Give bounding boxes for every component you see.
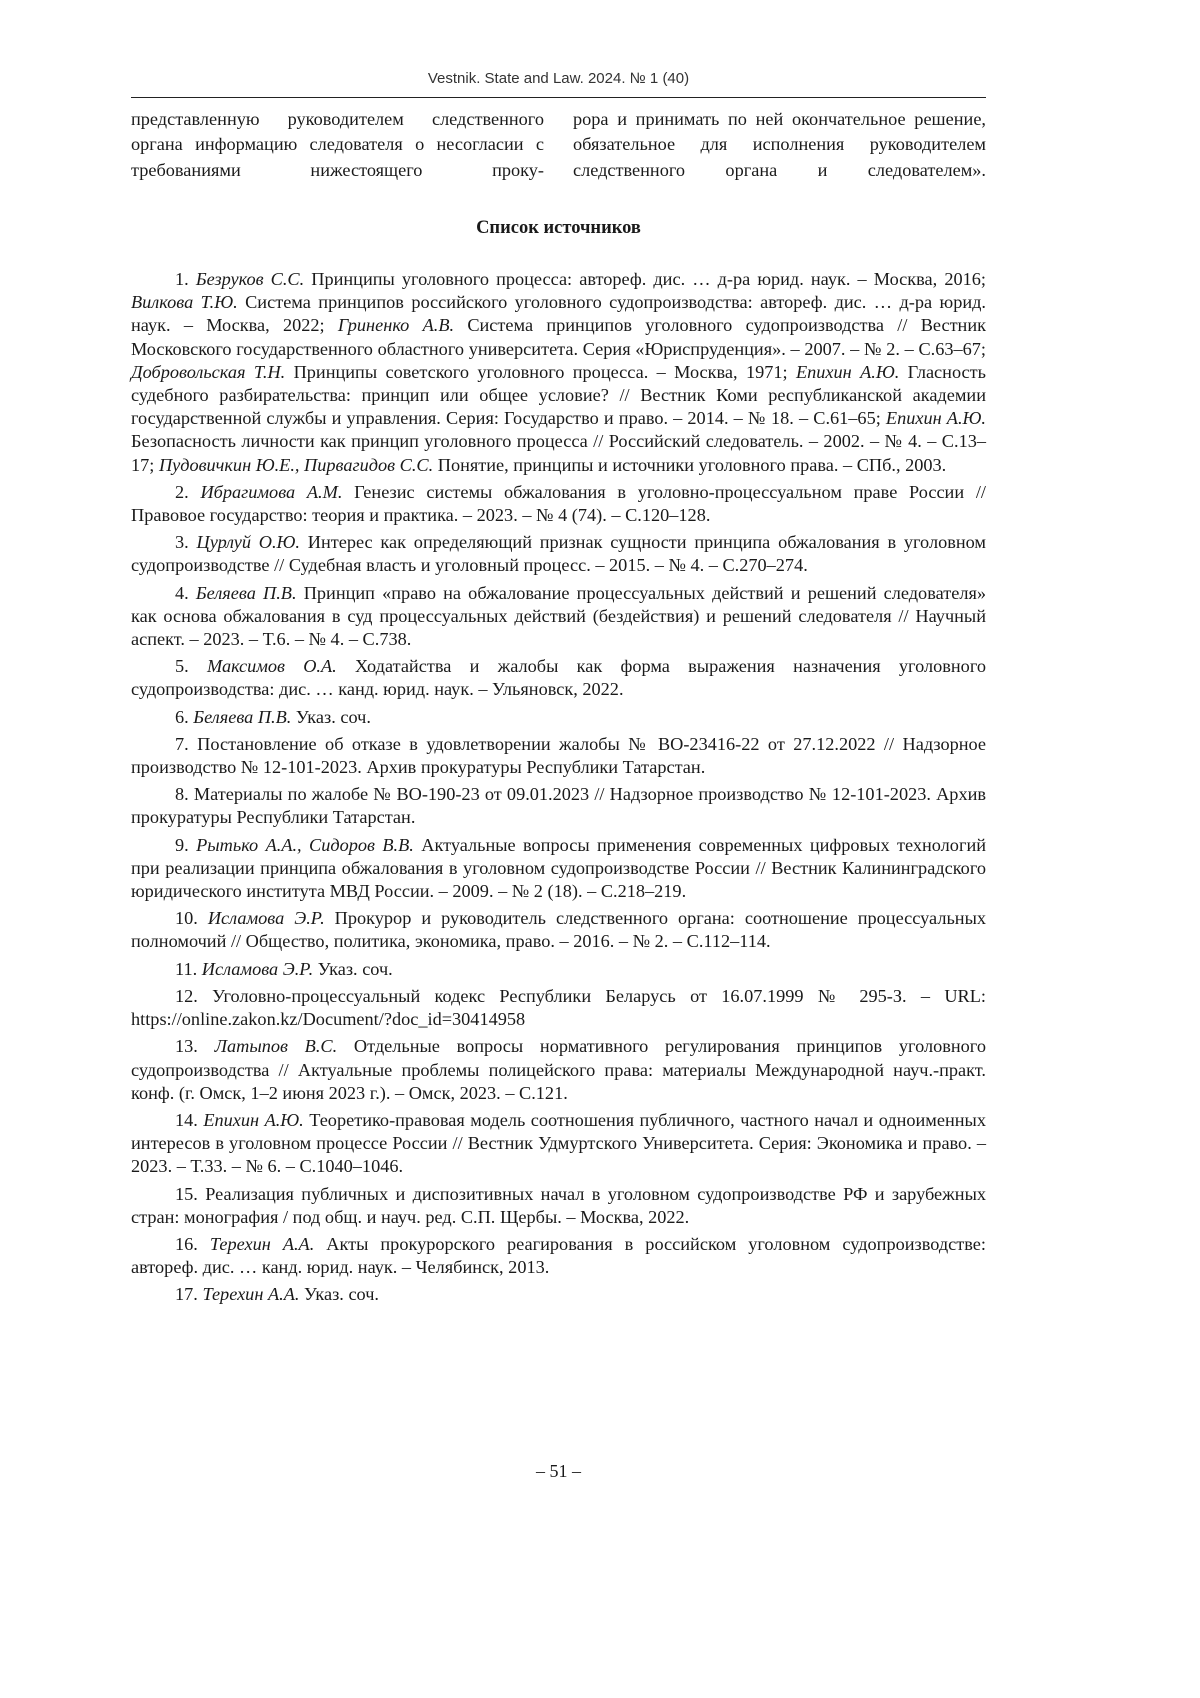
reference-text: Понятие, принципы и источники уголовного права. – СПб., 2003. [433,454,947,475]
reference-text: Указ. соч. [313,958,393,979]
reference-text: Материалы по жалобе № ВО-190-23 от 09.01.2023 // Надзорное производство № 12-101-2023. Архив прокуратуры Республики Татарстан. [131,784,986,828]
reference-text: Безопасность личности как принцип уголовного процесса // Российский следователь. – 2002. – № 4. – С.13–17; [131,431,986,475]
reference-number: 2. [175,481,189,502]
reference-number: 6. [175,706,189,727]
continuation-columns [131,107,986,183]
reference-text: Интерес как определяющий признак сущности принципа обжалования в уголовном судопроизводстве // Судебная власть и уголовный процесс. – 2015. – № 4. – С.270–274. [131,532,986,576]
reference-item [131,268,986,477]
reference-author: Гриненко А.В. [337,315,455,336]
reference-text: Прокурор и руководитель следственного органа: соотношение процессуальных полномочий // Общество, политика, экономика, право. – 2016. – № 2. – С.112–114. [131,908,986,952]
reference-author: Терехин А.А. [202,1284,300,1305]
reference-author: Исламова Э.Р. [207,908,325,929]
reference-item [131,985,986,1031]
reference-number: 11. [175,958,198,979]
reference-item [131,706,986,729]
reference-number: 3. [175,532,189,553]
reference-text: Система принципов российского уголовного судопроизводства: автореф. дис. … д-ра юрид. наук. – Москва, 2022; [131,292,987,336]
reference-number: 13. [175,1036,198,1057]
reference-author: Исламова Э.Р. [201,958,314,979]
reference-number: 1. [175,269,189,289]
reference-text: Генезис системы обжалования в уголовно-процессуальном праве России // Правовое государство: теория и практика. – 2023. – № 4 (74). – С.120–128. [131,481,986,526]
reference-number: 10. [175,908,198,929]
reference-author: Беляева П.В. [193,706,292,727]
reference-number: 15. [175,1183,198,1204]
reference-item [131,1109,986,1179]
references-list [131,268,986,1311]
reference-text: Система принципов уголовного судопроизводства // Вестник Московского государственного областного университета. Серия «Юриспруденция». – 2007. – № 2. – С.63–67; [131,315,987,359]
reference-author: Пудовичкин Ю.Е., Пирвагидов С.С. [158,454,434,475]
reference-text: Принципы советского уголовного процесса. – Москва, 1971; [285,361,796,382]
reference-text: Гласность судебного разбирательства: принцип или общее условие? // Вестник Коми республиканской академии государственной службы и управления. Серия: Государство и право. – 2014. – № 18. – С.61–65; [131,361,986,429]
reference-item [131,1283,986,1306]
reference-text: Указ. соч. [299,1284,379,1305]
reference-author: Епихин А.Ю. [203,1109,304,1130]
reference-text: Уголовно-процессуальный кодекс Республики Беларусь от 16.07.1999 № 295-З. – URL: https://online.zakon.kz/Document/?doc_id=30414958 [131,985,986,1030]
reference-text: Ходатайства и жалобы как форма выражения назначения уголовного судопроизводства: дис. … канд. юрид. наук. – Ульяновск, 2022. [131,656,987,700]
reference-text: Указ. соч. [291,706,371,727]
reference-number: 7. [175,733,189,754]
running-header: Vestnik. State and Law. 2024. № 1 (40) [427,70,690,87]
reference-author: Епихин А.Ю. [885,408,986,429]
reference-item [131,907,986,953]
reference-number: 17. [175,1284,198,1305]
reference-author: Максимов О.А. [206,656,337,677]
reference-item [131,1233,986,1279]
reference-number: 8. [175,784,189,805]
reference-text: Актуальные вопросы применения современных цифровых технологий при реализации принципа обжалования в уголовном судопроизводстве России // Вестник Калининградского юридического института МВД России. – 2009. – № 2 (18). – С.218–219. [131,834,987,902]
reference-text: Постановление об отказе в удовлетворении жалобы № ВО-23416-22 от 27.12.2022 // Надзорное производство № 12-101-2023. Архив прокуратуры Республики Татарстан. [131,733,987,778]
reference-item [131,958,986,981]
header-rule [131,97,986,98]
reference-item [131,1183,986,1229]
reference-number: 16. [175,1233,198,1254]
reference-author: Ибрагимова А.М. [200,481,343,502]
reference-item [131,582,986,652]
reference-text: Теоретико-правовая модель соотношения публичного, частного начал и одноименных интересов в уголовном процессе России // Вестник Удмуртского Университета. Серия: Экономика и право. – 2023. – Т.33. – № 6. – С.1040–1046. [131,1109,986,1177]
reference-author: Добровольская Т.Н. [131,361,286,382]
page-number: – 51 – [536,1461,581,1481]
reference-author: Цурлуй О.Ю. [196,532,300,553]
reference-number: 9. [175,834,189,855]
reference-item [131,655,986,701]
reference-number: 12. [175,985,198,1006]
reference-text: Реализация публичных и диспозитивных начал в уголовном судопроизводстве РФ и зарубежных стран: монография / под общ. и науч. ред. С.П. Щербы. – Москва, 2022. [131,1183,986,1227]
reference-author: Вилкова Т.Ю. [131,292,238,313]
reference-author: Рытько А.А., Сидоров В.В. [196,834,414,855]
reference-number: 5. [175,656,189,677]
reference-item [131,531,986,577]
reference-number: 14. [175,1109,198,1130]
reference-item [131,1035,986,1105]
reference-text: Принципы уголовного процесса: автореф. дис. … д-ра юрид. наук. – Москва, 2016; [304,269,986,289]
reference-item [131,783,986,829]
reference-item [131,834,986,904]
reference-text: Принцип «право на обжалование процессуальных действий и решений следователя» как основа обжалования в суд процессуальных действий (бездействия) и решений следователя // Научный аспект. – 2023. – Т.6. – № 4. – С.738. [131,582,987,650]
reference-author: Безруков С.С. [195,269,305,289]
continuation-left-column: представленную руководителем следственного органа информацию следователя о несогласии с требованиями нижестоящего проку- [131,109,544,180]
reference-number: 4. [175,582,189,603]
reference-item [131,481,986,527]
reference-text: Акты прокурорского реагирования в российском уголовном судопроизводстве: автореф. дис. … канд. юрид. наук. – Челябинск, 2013. [131,1233,986,1278]
references-heading: Список источников [476,218,641,238]
reference-text: Отдельные вопросы нормативного регулирования принципов уголовного судопроизводства // Актуальные проблемы полицейского права: материалы Международной науч.-практ. конф. (г. Омск, 1–2 июня 2023 г.). – Омск, 2023. – С.121. [131,1036,986,1103]
reference-item [131,733,986,779]
reference-author: Латыпов В.С. [214,1036,338,1057]
continuation-right-column: рора и принимать по ней окончательное решение, обязательное для исполнения руководителем следственного органа и следователем». [573,109,986,180]
reference-author: Епихин А.Ю. [795,361,900,382]
reference-author: Терехин А.А. [209,1233,315,1254]
reference-author: Беляева П.В. [195,582,297,603]
